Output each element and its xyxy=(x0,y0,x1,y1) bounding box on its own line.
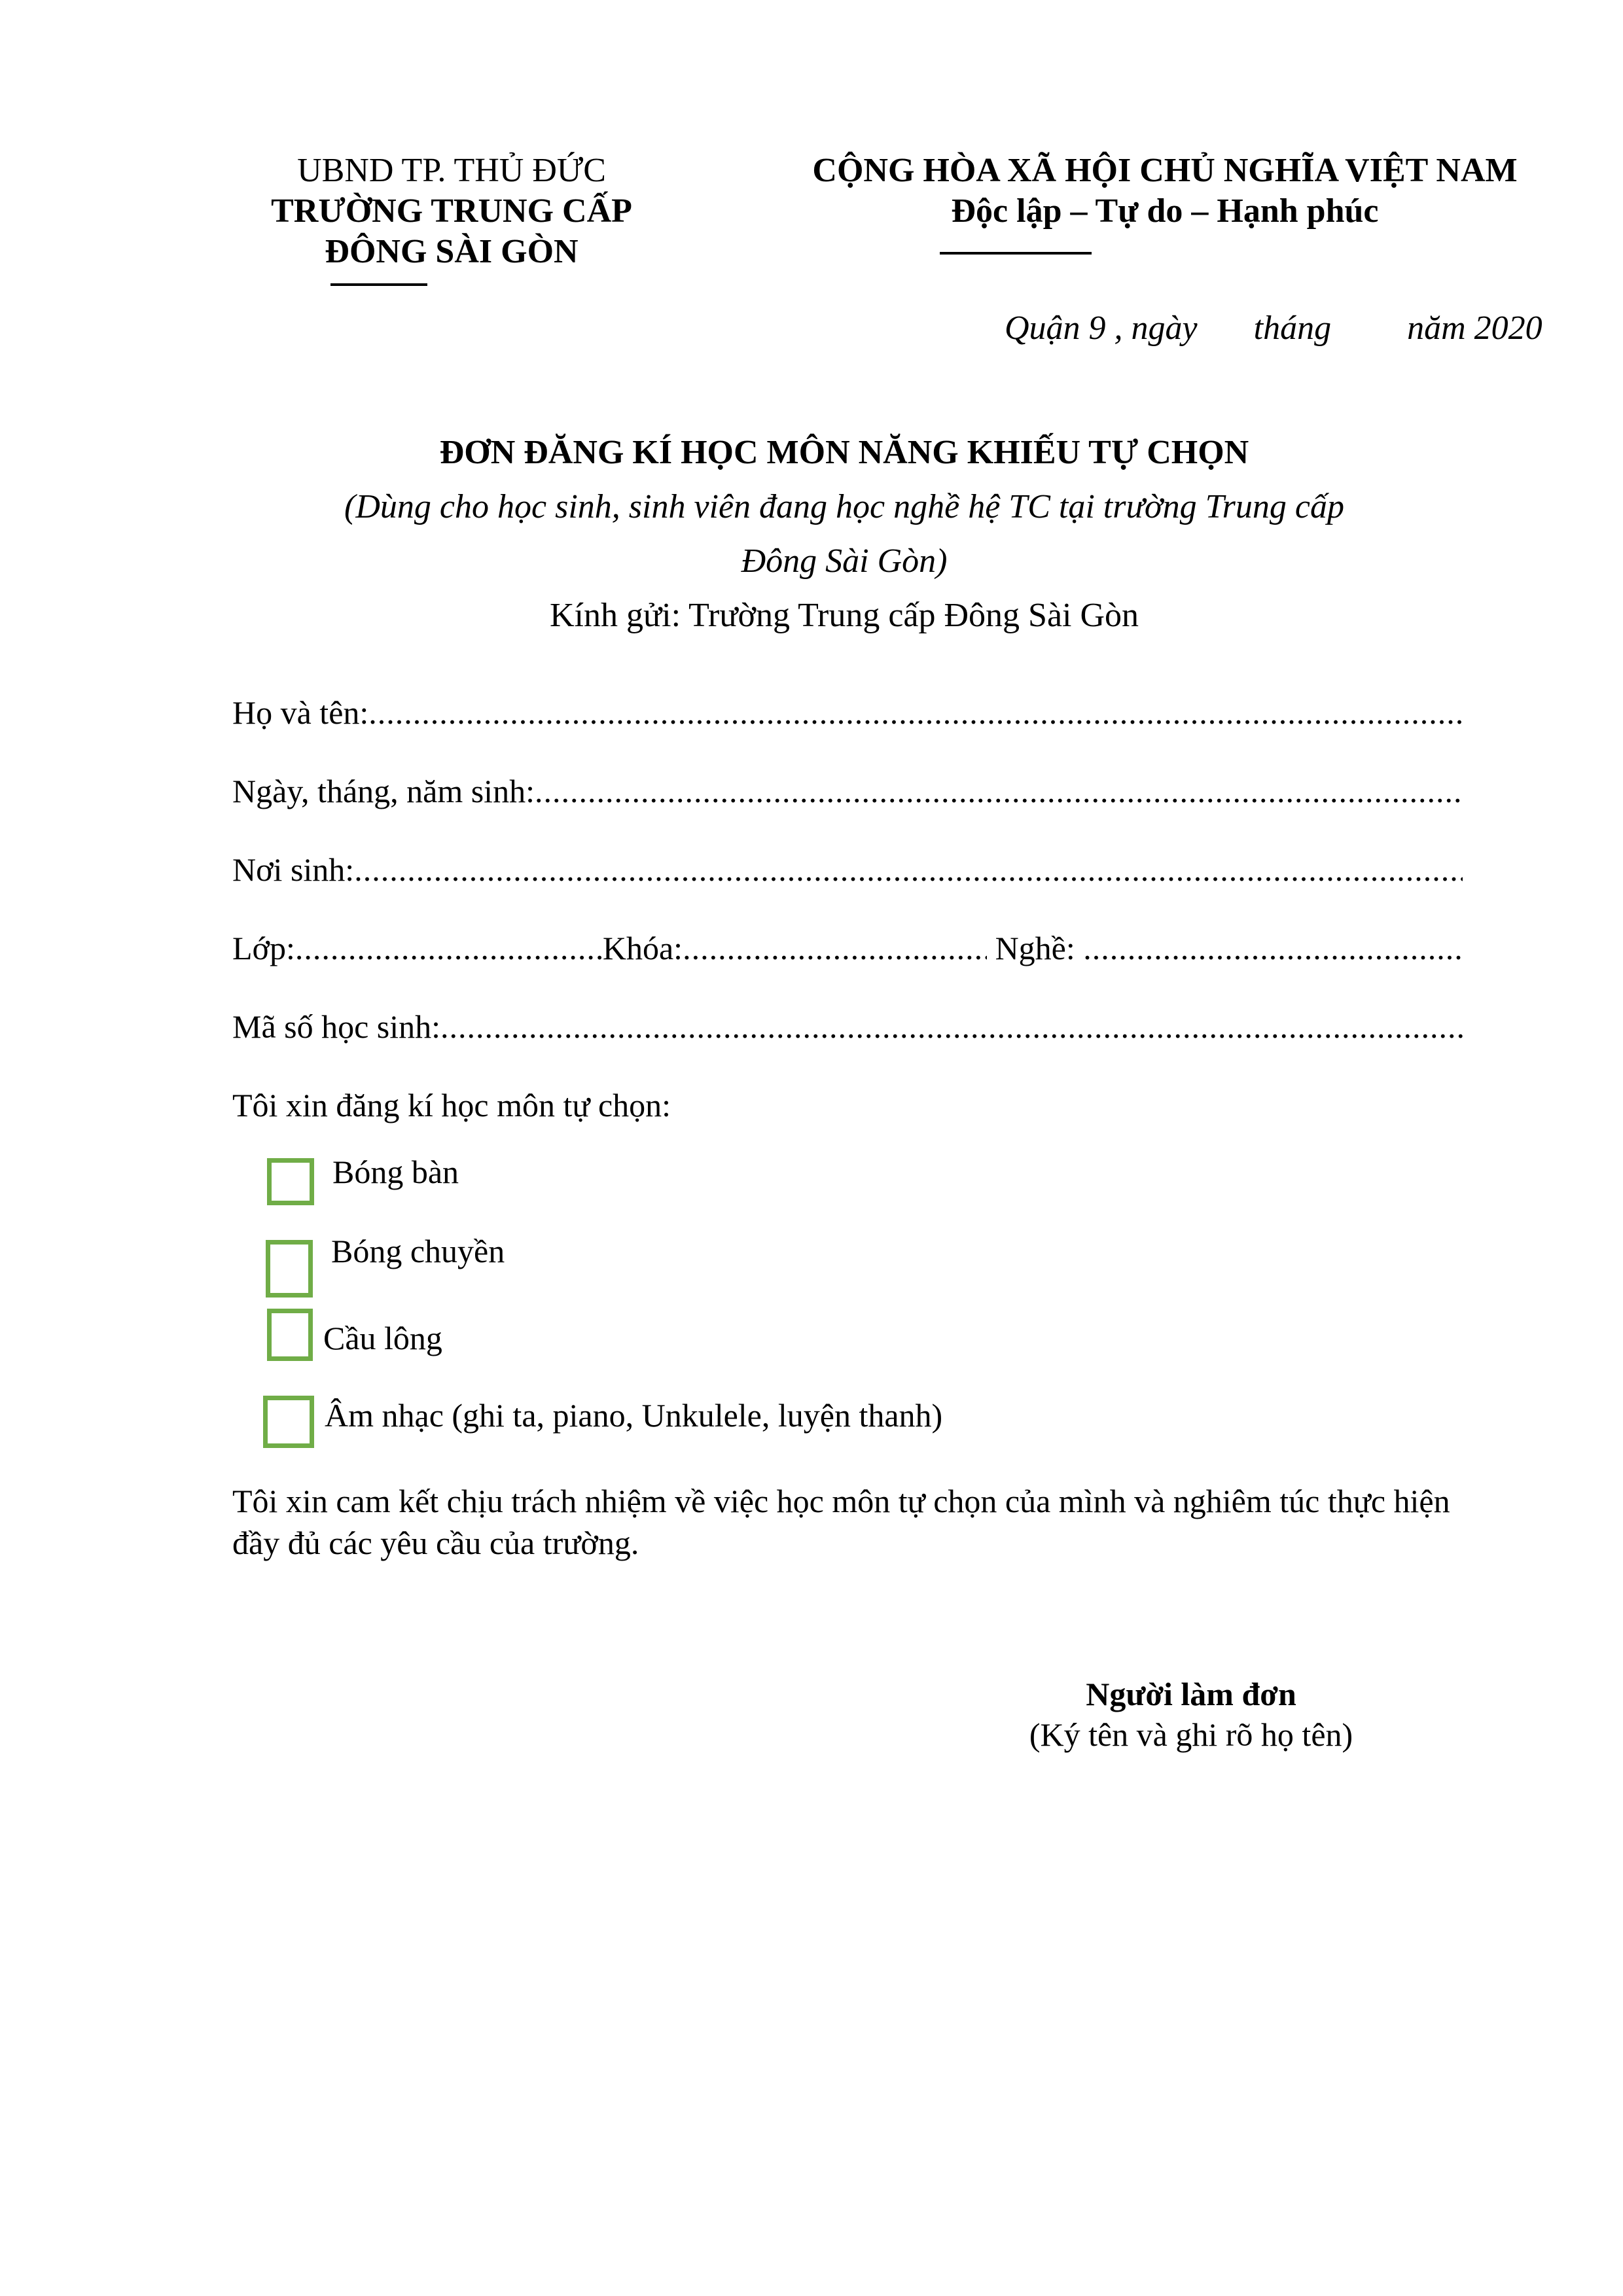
major-blank[interactable] xyxy=(1083,928,1463,968)
choice-table-tennis[interactable] xyxy=(267,1154,459,1205)
recipient: Kính gửi: Trường Trung cấp Đông Sài Gòn xyxy=(549,597,1139,634)
birthplace-blank[interactable] xyxy=(354,849,1463,890)
document-subtitle-line2: Đông Sài Gòn) xyxy=(741,542,948,580)
choice-label: Bóng bàn xyxy=(332,1154,459,1190)
checkbox-icon[interactable] xyxy=(263,1396,314,1448)
class-blank[interactable] xyxy=(295,928,603,968)
issuing-organization xyxy=(164,150,740,272)
date-month: tháng xyxy=(1253,309,1332,347)
student-id-label: Mã số học sinh: xyxy=(232,1008,441,1045)
class-course-major-row xyxy=(232,928,1463,968)
header-left-divider xyxy=(330,283,427,286)
country-name: CỘNG HÒA XÃ HỘI CHỦ NGHĨA VIỆT NAM xyxy=(812,152,1518,189)
full-name-field[interactable] xyxy=(232,692,1463,733)
date-year: năm 2020 xyxy=(1407,309,1543,347)
choice-badminton[interactable] xyxy=(267,1309,442,1361)
course-label: Khóa: xyxy=(602,930,683,966)
student-id-field[interactable] xyxy=(232,1006,1463,1047)
choice-label: Âm nhạc (ghi ta, piano, Unkulele, luyện thanh) xyxy=(325,1397,943,1434)
signature-note: (Ký tên và ghi rõ họ tên) xyxy=(1029,1716,1353,1753)
date-line xyxy=(1005,309,1543,347)
full-name-label: Họ và tên: xyxy=(232,694,369,731)
checkbox-icon[interactable] xyxy=(267,1309,313,1361)
choice-label: Cầu lông xyxy=(323,1320,442,1356)
organization-parent: UBND TP. THỦ ĐỨC xyxy=(297,152,606,189)
national-motto xyxy=(726,150,1603,232)
student-id-blank[interactable] xyxy=(440,1006,1463,1047)
class-label: Lớp: xyxy=(232,930,295,966)
dob-label: Ngày, tháng, năm sinh: xyxy=(232,773,535,809)
document-subtitle-line1: (Dùng cho học sinh, sinh viên đang học nghề hệ TC tại trường Trung cấp xyxy=(344,488,1344,525)
course-blank[interactable] xyxy=(683,928,987,968)
birthplace-label: Nơi sinh: xyxy=(232,851,355,888)
header-right-divider xyxy=(940,252,1092,255)
signature-title: Người làm đơn xyxy=(1086,1676,1296,1712)
commitment-statement: Tôi xin cam kết chịu trách nhiệm về việc học môn tự chọn của mình và nghiêm túc thực hiện đầy đủ các yêu cầu của trường. xyxy=(232,1483,1450,1561)
dob-field[interactable] xyxy=(232,771,1463,811)
document-title: ĐƠN ĐĂNG KÍ HỌC MÔN NĂNG KHIẾU TỰ CHỌN xyxy=(439,434,1249,471)
choice-volleyball[interactable] xyxy=(266,1232,505,1298)
choice-label: Bóng chuyền xyxy=(331,1232,505,1269)
choice-prompt: Tôi xin đăng kí học môn tự chọn: xyxy=(232,1087,671,1123)
checkbox-icon[interactable] xyxy=(267,1158,314,1205)
dob-blank[interactable] xyxy=(535,771,1463,811)
signature-block xyxy=(962,1674,1420,1755)
date-place-day: Quận 9 , ngày xyxy=(1005,309,1198,347)
choice-music[interactable] xyxy=(263,1396,942,1448)
birthplace-field[interactable] xyxy=(232,849,1463,890)
title-block xyxy=(196,433,1492,635)
checkbox-icon[interactable] xyxy=(266,1240,313,1298)
organization-school-line1: TRƯỜNG TRUNG CẤP xyxy=(271,192,632,230)
motto: Độc lập – Tự do – Hạnh phúc xyxy=(951,192,1379,230)
full-name-blank[interactable] xyxy=(368,692,1463,733)
major-label: Nghề: xyxy=(987,930,1084,966)
organization-school-line2: ĐÔNG SÀI GÒN xyxy=(325,233,579,270)
